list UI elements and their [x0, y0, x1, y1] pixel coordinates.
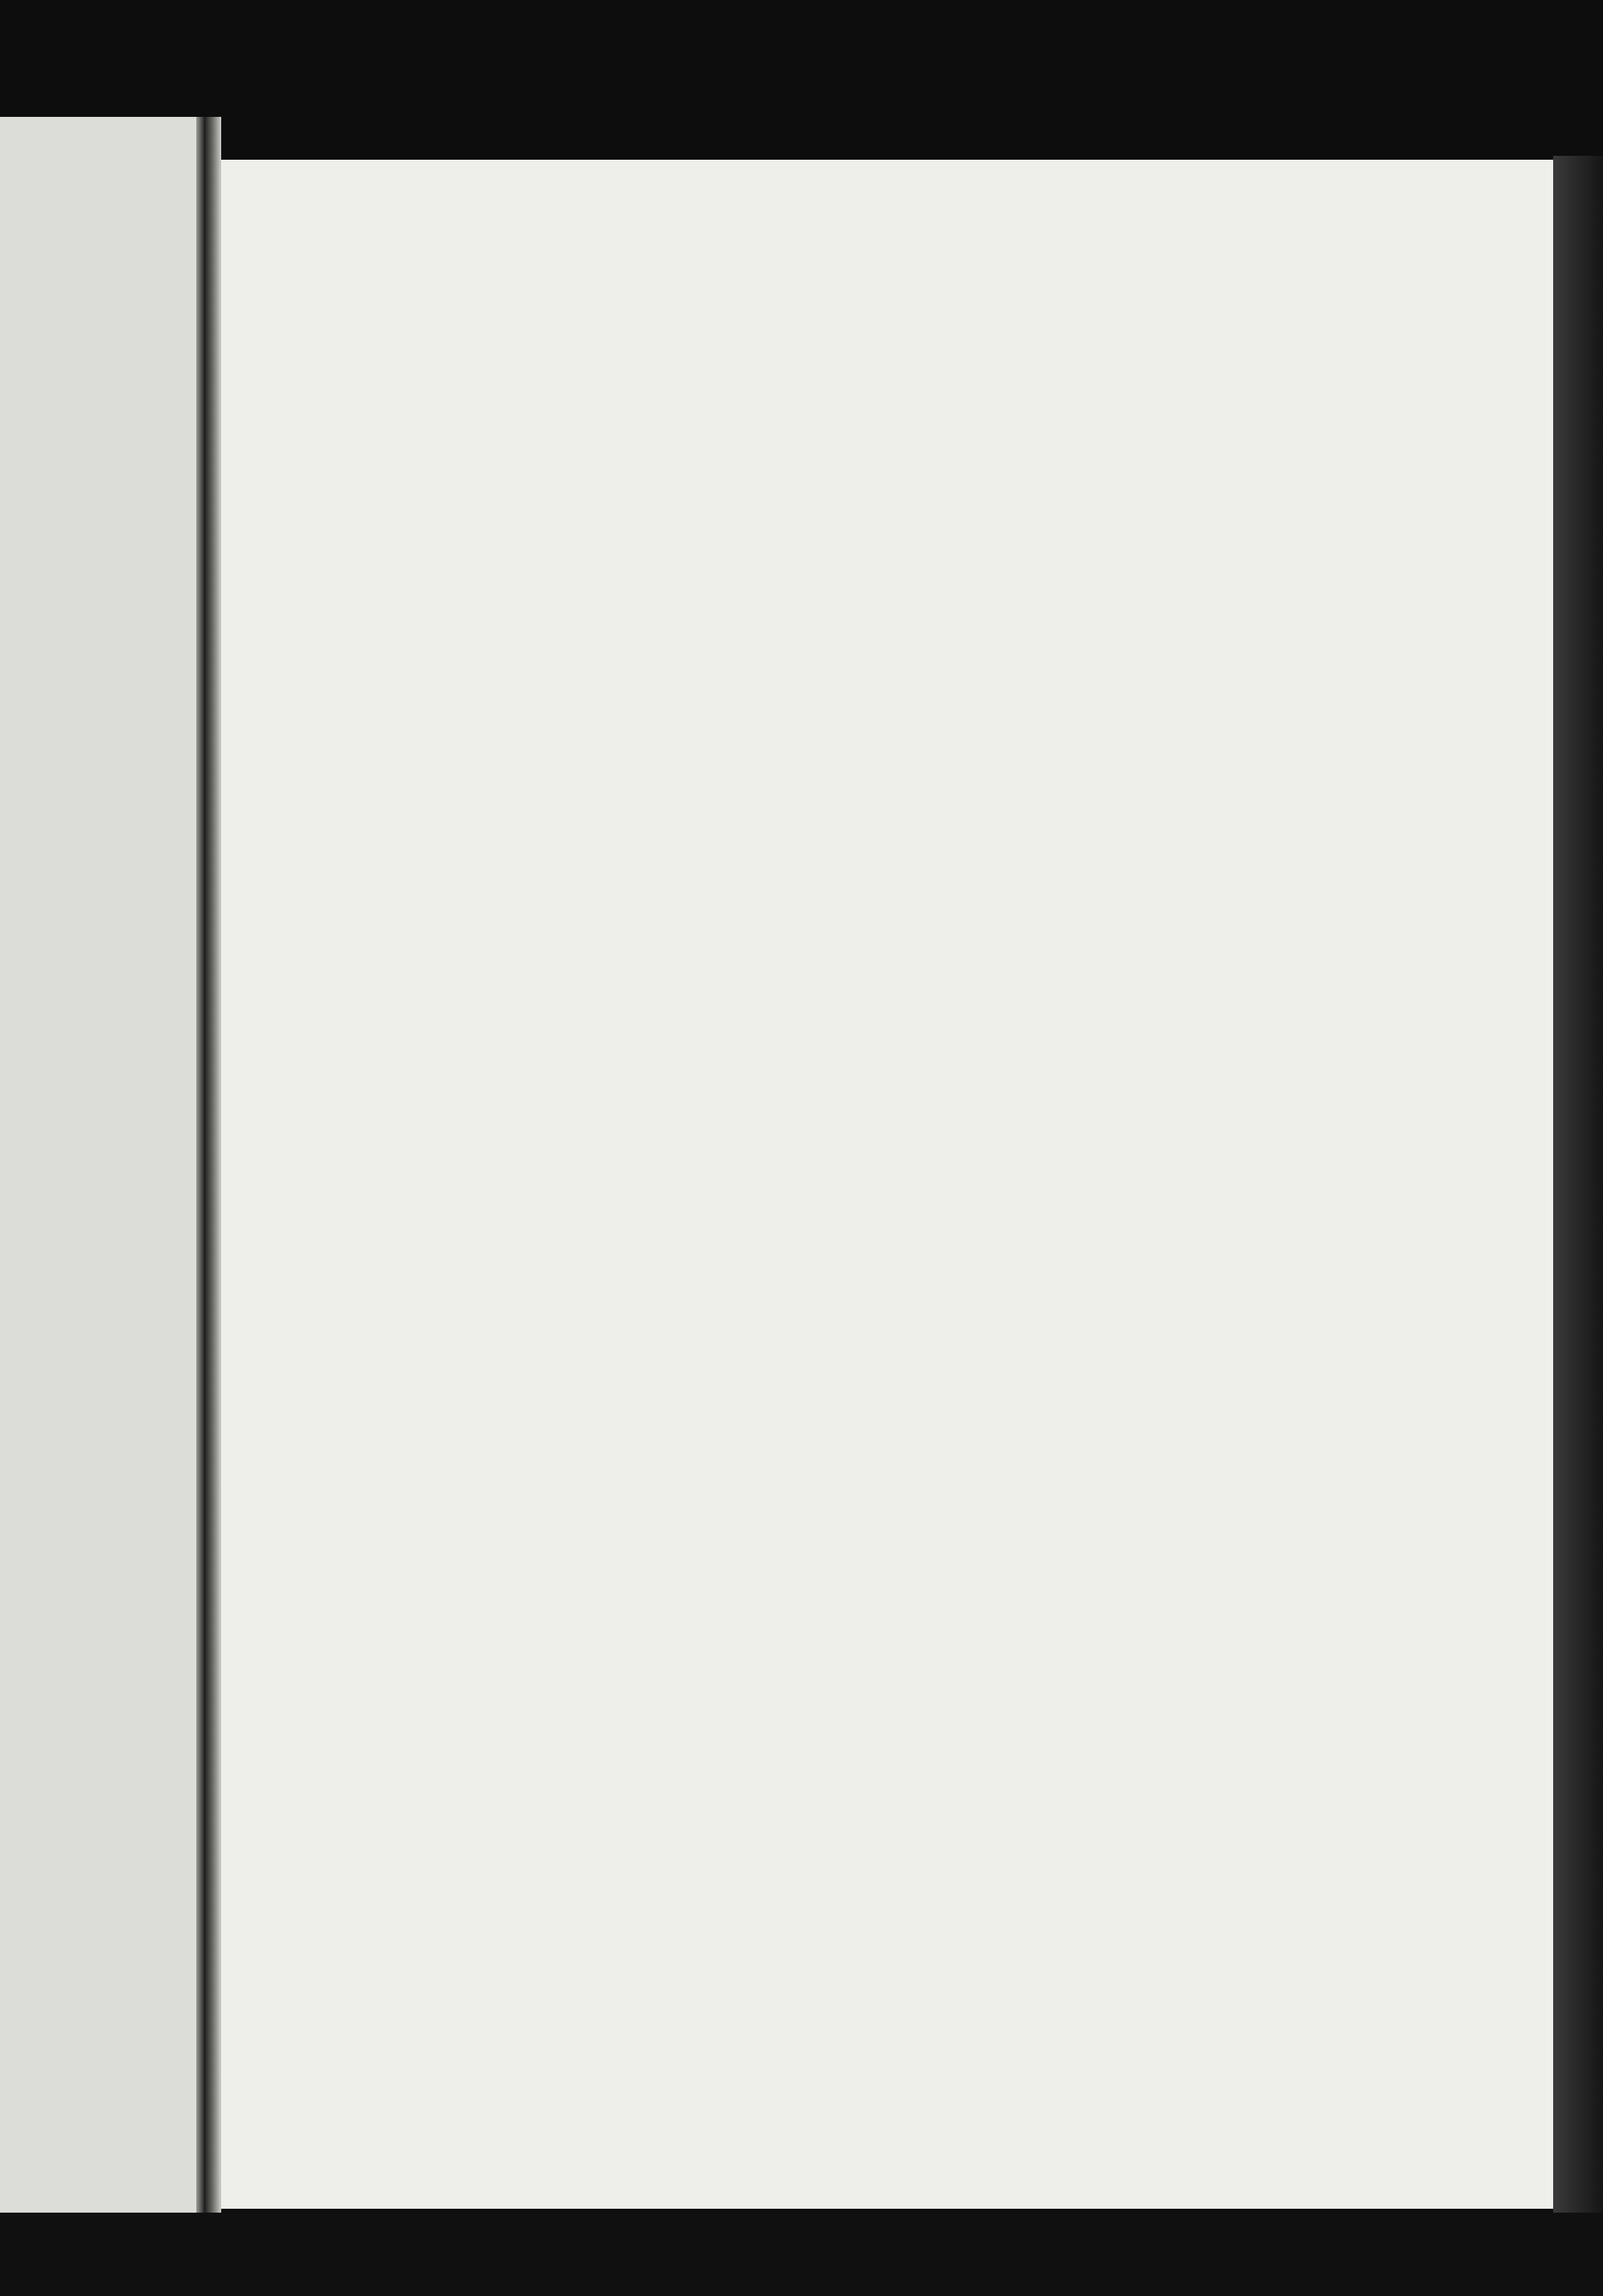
contents-page [221, 160, 1553, 2209]
left-gutter-shadow [196, 117, 204, 2213]
page-edge-shadow [1553, 156, 1603, 2213]
scan-border [0, 2213, 1603, 2296]
book-spine [204, 117, 221, 2213]
left-page-fragment [0, 117, 204, 2213]
